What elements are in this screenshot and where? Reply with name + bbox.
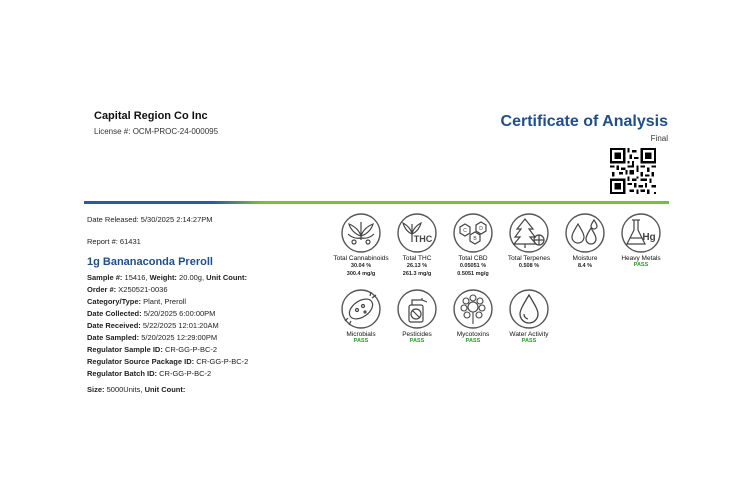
test-label: Heavy Metals (621, 255, 661, 262)
sampled-value: 5/20/2025 12:29:00PM (141, 333, 218, 342)
svg-text:C: C (463, 228, 467, 234)
test-label: Mycotoxins (456, 331, 490, 338)
regulator-batch-value: CR-GG-P-BC-2 (159, 369, 212, 378)
test-label: Water Activity (509, 331, 549, 338)
document-status: Final (650, 134, 668, 143)
collected-line (87, 309, 215, 318)
report-number: Report #: 61431 (87, 237, 141, 246)
test-moisture[interactable] (556, 212, 614, 270)
product-name: 1g Bananaconda Preroll (87, 256, 213, 268)
test-label: Microbials (346, 331, 376, 338)
test-water-activity[interactable] (500, 288, 558, 344)
test-value-percent: 0.05051 % (459, 263, 487, 269)
test-label: Pesticides (402, 331, 432, 338)
regulator-batch-line (87, 369, 211, 378)
size-value: 5000Units, (106, 385, 143, 394)
category-value: Plant, Preroll (143, 297, 187, 306)
test-value-mg: 0.5051 mg/g (457, 271, 489, 277)
size-line (87, 385, 185, 394)
pass-badge: PASS (409, 338, 425, 344)
test-label: Total CBD (458, 255, 488, 262)
flask-hg-icon (620, 212, 662, 254)
test-value-percent: 30.04 % (350, 263, 372, 269)
test-value-mg: 300.4 mg/g (346, 271, 376, 277)
header-divider (84, 201, 669, 204)
test-total-cbd[interactable] (444, 212, 502, 278)
test-heavy-metals[interactable] (612, 212, 670, 268)
collected-value: 5/20/2025 6:00:00PM (143, 309, 216, 318)
received-line (87, 321, 219, 330)
size-label: Size: (87, 385, 105, 394)
mold-spore-icon (452, 288, 494, 330)
test-label: Total Terpenes (507, 255, 551, 262)
test-value-percent: 0.508 % (518, 263, 540, 269)
order-line (87, 285, 168, 294)
thc-leaf-icon (396, 212, 438, 254)
test-label: Total THC (402, 255, 432, 262)
test-pesticides[interactable] (388, 288, 446, 344)
category-line (87, 297, 186, 306)
test-label: Total Cannabinoids (333, 255, 389, 262)
weight-label: Weight: (149, 273, 177, 282)
test-total-cannabinoids[interactable] (332, 212, 390, 278)
weight-value: 20.00g, (179, 273, 205, 282)
pass-badge: PASS (521, 338, 537, 344)
test-total-terpenes[interactable] (500, 212, 558, 270)
test-microbials[interactable] (332, 288, 390, 344)
order-value: X250521-0036 (118, 285, 168, 294)
regulator-sample-value: CR-GG-P-BC-2 (164, 345, 218, 354)
received-label: Date Received: (87, 321, 141, 330)
pass-badge: PASS (353, 338, 369, 344)
unit-count-label: Unit Count: (206, 273, 247, 282)
water-drops-icon (564, 212, 606, 254)
test-total-thc[interactable] (388, 212, 446, 278)
test-value-mg: 261.3 mg/g (402, 271, 432, 277)
received-value: 5/22/2025 12:01:20AM (142, 321, 219, 330)
svg-text:D: D (479, 226, 483, 232)
svg-text:B: B (473, 236, 477, 242)
regulator-package-value: CR-GG-P-BC-2 (196, 357, 249, 366)
svg-text:Hg: Hg (642, 232, 656, 243)
sampled-line (87, 333, 217, 342)
date-released: Date Released: 5/30/2025 2:14:27PM (87, 215, 213, 224)
test-summary (332, 212, 672, 352)
test-mycotoxins[interactable] (444, 288, 502, 344)
order-label: Order #: (87, 285, 117, 294)
regulator-package-label: Regulator Source Package ID: (87, 357, 195, 366)
license-number: License #: OCM-PROC-24-000095 (94, 127, 219, 136)
microbe-icon (340, 288, 382, 330)
sample-label: Sample #: (87, 273, 123, 282)
pass-badge: PASS (465, 338, 481, 344)
test-value-percent: 26.13 % (406, 263, 428, 269)
sampled-label: Date Sampled: (87, 333, 140, 342)
regulator-batch-label: Regulator Batch ID: (87, 369, 158, 378)
collected-label: Date Collected: (87, 309, 142, 318)
cannabis-leaf-icon (340, 212, 382, 254)
document-title: Certificate of Analysis (500, 113, 668, 130)
test-label: Moisture (572, 255, 598, 262)
cbd-molecule-icon (452, 212, 494, 254)
size-unit-count-label: Unit Count: (144, 385, 186, 394)
regulator-sample-label: Regulator Sample ID: (87, 345, 163, 354)
water-drop-icon (508, 288, 550, 330)
category-label: Category/Type: (87, 297, 142, 306)
spray-bottle-icon (396, 288, 438, 330)
qr-code-icon[interactable] (610, 148, 656, 194)
sample-line (87, 273, 247, 282)
company-name: Capital Region Co Inc (94, 110, 208, 122)
pine-tree-icon (508, 212, 550, 254)
pass-badge: PASS (633, 262, 649, 268)
sample-value: 15416, (124, 273, 148, 282)
test-value-percent: 8.4 % (577, 263, 593, 269)
regulator-sample-line (87, 345, 217, 354)
regulator-package-line (87, 357, 248, 366)
svg-text:THC: THC (413, 234, 433, 244)
